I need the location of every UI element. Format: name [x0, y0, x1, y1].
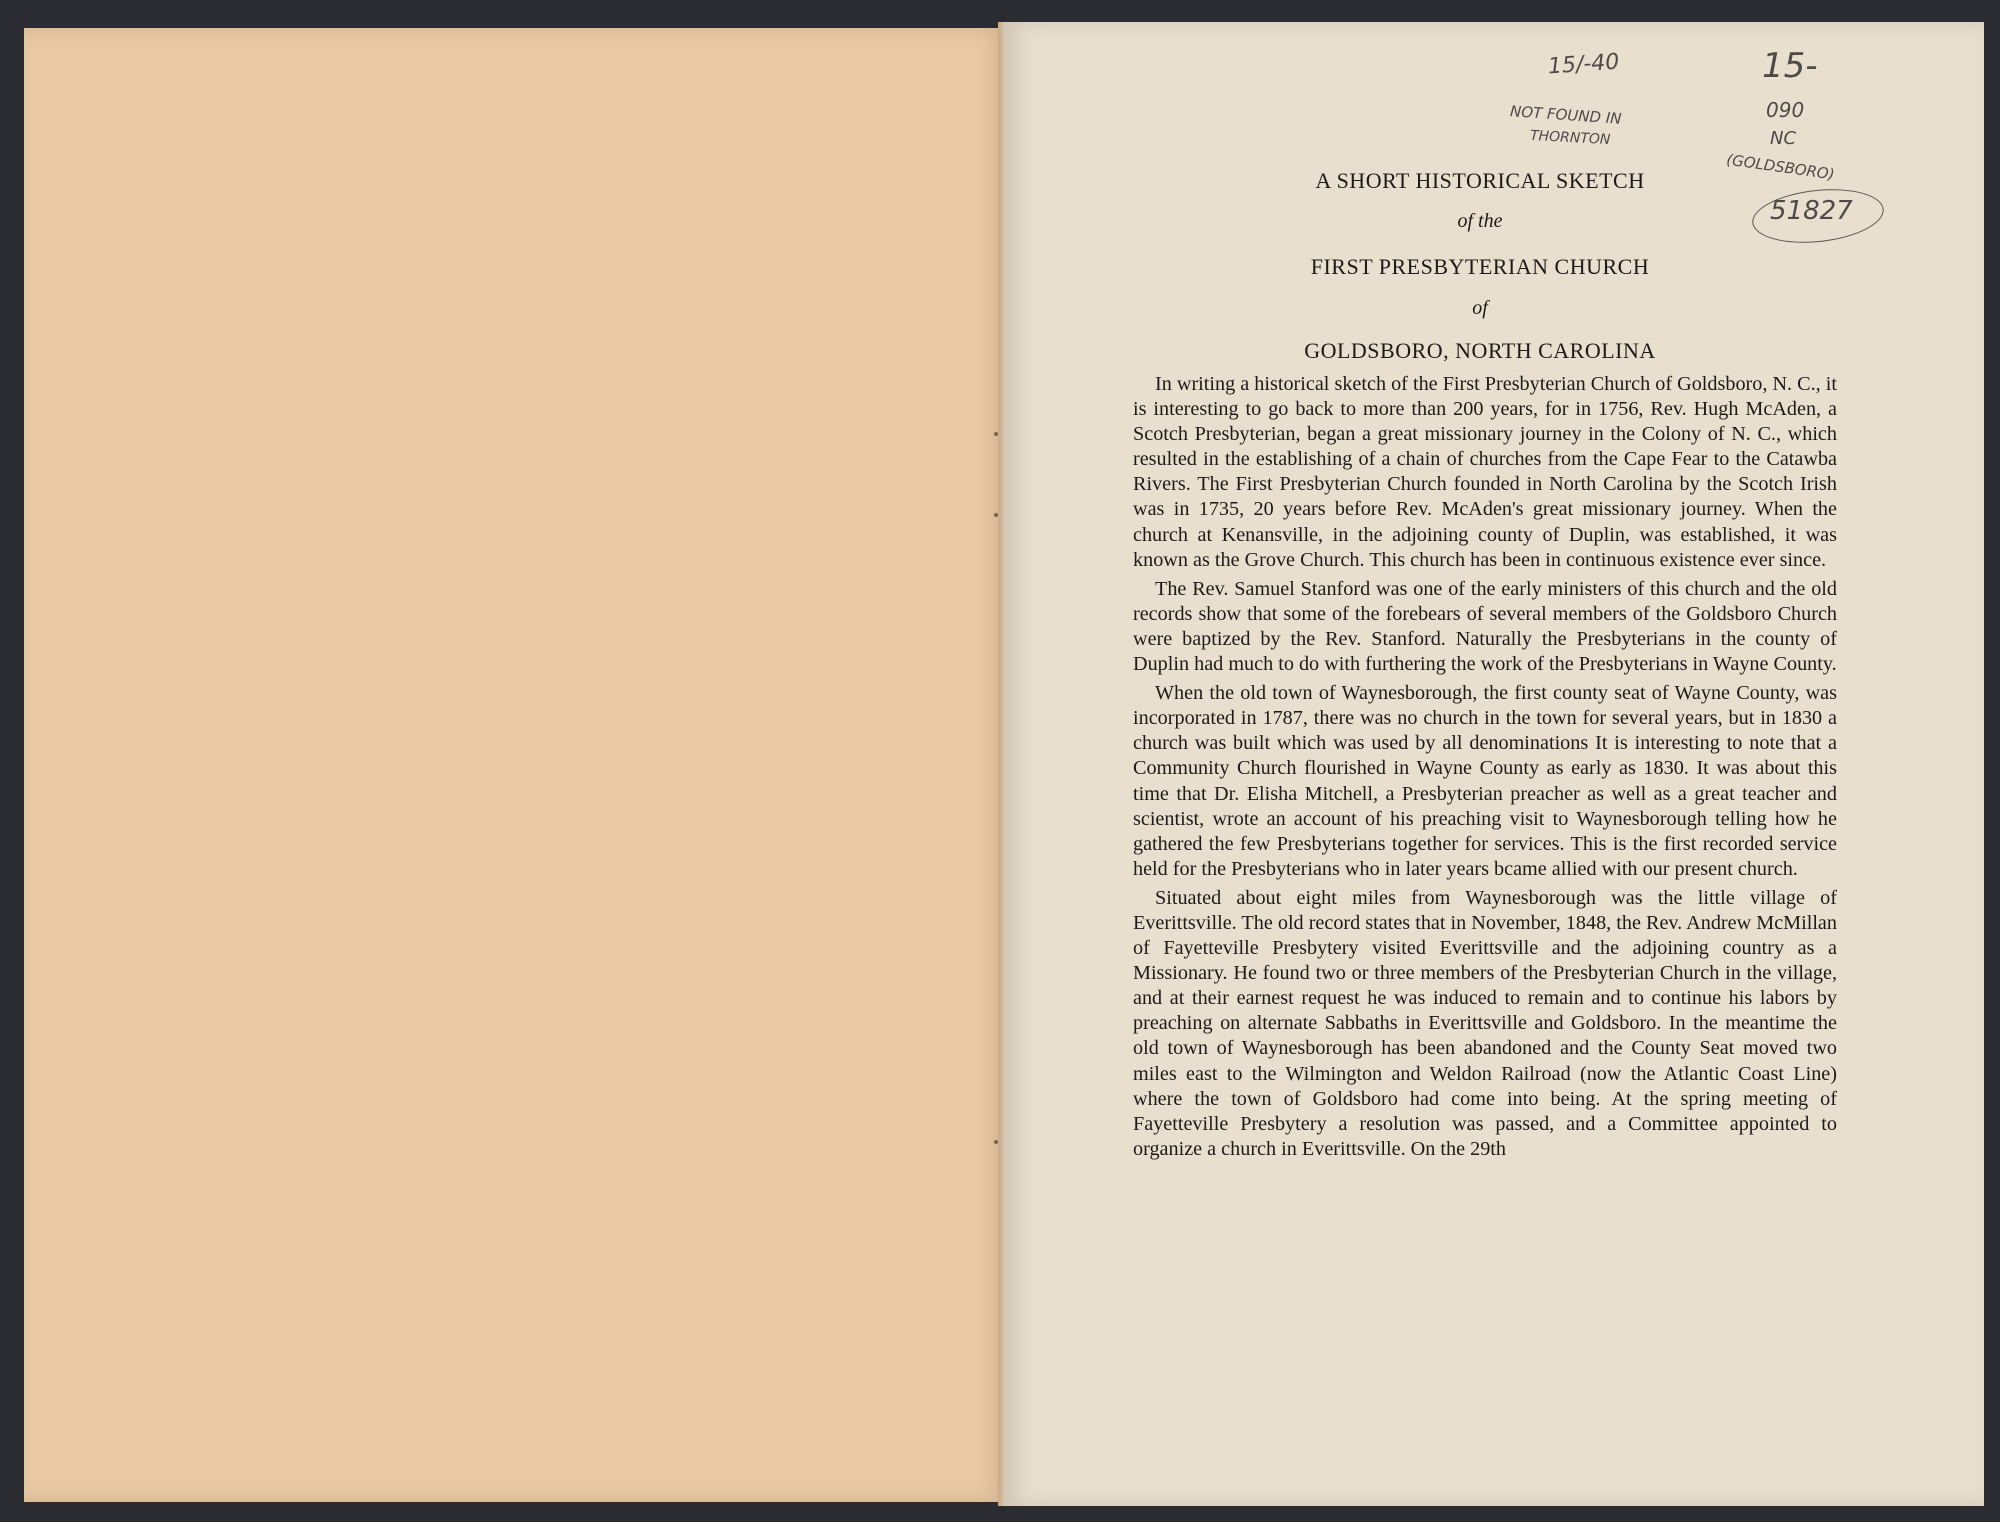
pencil-note: (GOLDSBORO) — [1725, 150, 1836, 184]
paragraph: In writing a historical sketch of the First Presbyterian Church of Goldsboro, N. C., it is interesting to go back to more than 200 years, for in 1756, Rev. Hugh McAden, a Scotch Presbyterian, began a great missionary journey in the Colony of N. C., which resulted in the establishing of a chain of churches from the Cape Fear to the Catawba Rivers. The First Presbyterian Church founded in North Carolina by the Scotch Irish was in 1735, 20 years before Rev. McAden's great missionary journey. When the church at Kenansville, in the adjoining county of Duplin, was established, it was known as the Grove Church. This church has been in continuous existence ever since. — [1133, 373, 1837, 571]
binding-mark — [994, 513, 998, 517]
title-line-3: FIRST PRESBYTERIAN CHURCH — [1310, 254, 1650, 279]
binding-mark — [994, 432, 998, 436]
paragraph: The Rev. Samuel Stanford was one of the early ministers of this church and the old records show that some of the forebears of several members of the Goldsboro Church were baptized by the Rev. Stanford. Naturally the Presbyterians in the county of Duplin had much to do with furthering the work of the Presbyterians in Wayne County. — [1133, 577, 1837, 676]
left-page — [24, 28, 1004, 1502]
pencil-note: 15- — [1762, 46, 1818, 86]
body-text — [1133, 372, 1837, 1166]
pencil-note: NOT FOUND IN — [1509, 102, 1623, 128]
pencil-note: 090 — [1766, 98, 1805, 122]
binding-mark — [994, 1140, 998, 1144]
pencil-note: THORNTON — [1529, 127, 1611, 149]
title-line-5: GOLDSBORO, NORTH CAROLINA — [1304, 338, 1656, 363]
paragraph: When the old town of Waynesborough, the first county seat of Wayne County, was incorporated in 1787, there was no church in the town for several years, but in 1830 a church was built which was used by all denominations It is interesting to note that a Community Church flourished in Wayne County as early as 1830. It was about this time that Dr. Elisha Mitchell, a Presbyterian preacher as well as a great teacher and scientist, wrote an account of his preaching visit to Waynesborough telling how he gathered the few Presbyterians together for services. This is the first recorded service held for the Presbyterians who in later years bcame allied with our present church. — [1133, 682, 1837, 880]
pencil-note: NC — [1770, 128, 1797, 149]
paragraph: Situated about eight miles from Waynesborough was the little village of Everittsville. The old record states that in November, 1848, the Rev. Andrew McMillan of Fayetteville Presbytery visited Everittsville and the adjoining country as a Missionary. He found two or three members of the Presbyterian Church in the village, and at their earnest request he was induced to remain and to continue his labors by preaching on alternate Sabbaths in Everittsville and Goldsboro. In the meantime the old town of Waynesborough has been abandoned and the County Seat moved two miles east to the Wilmington and Weldon Railroad (now the Atlantic Coast Line) where the town of Goldsboro had come into being. At the spring meeting of Fayetteville Presbytery a resolution was passed, and a Committee appointed to organize a church in Everittsville. On the 29th — [1133, 886, 1837, 1160]
title-line-2: of the — [1457, 210, 1503, 232]
title-line-4: of — [1472, 297, 1488, 319]
pencil-note: 51827 — [1770, 196, 1853, 226]
title-line-1: A SHORT HISTORICAL SKETCH — [1315, 168, 1645, 193]
pencil-note: 15/-40 — [1547, 49, 1621, 80]
